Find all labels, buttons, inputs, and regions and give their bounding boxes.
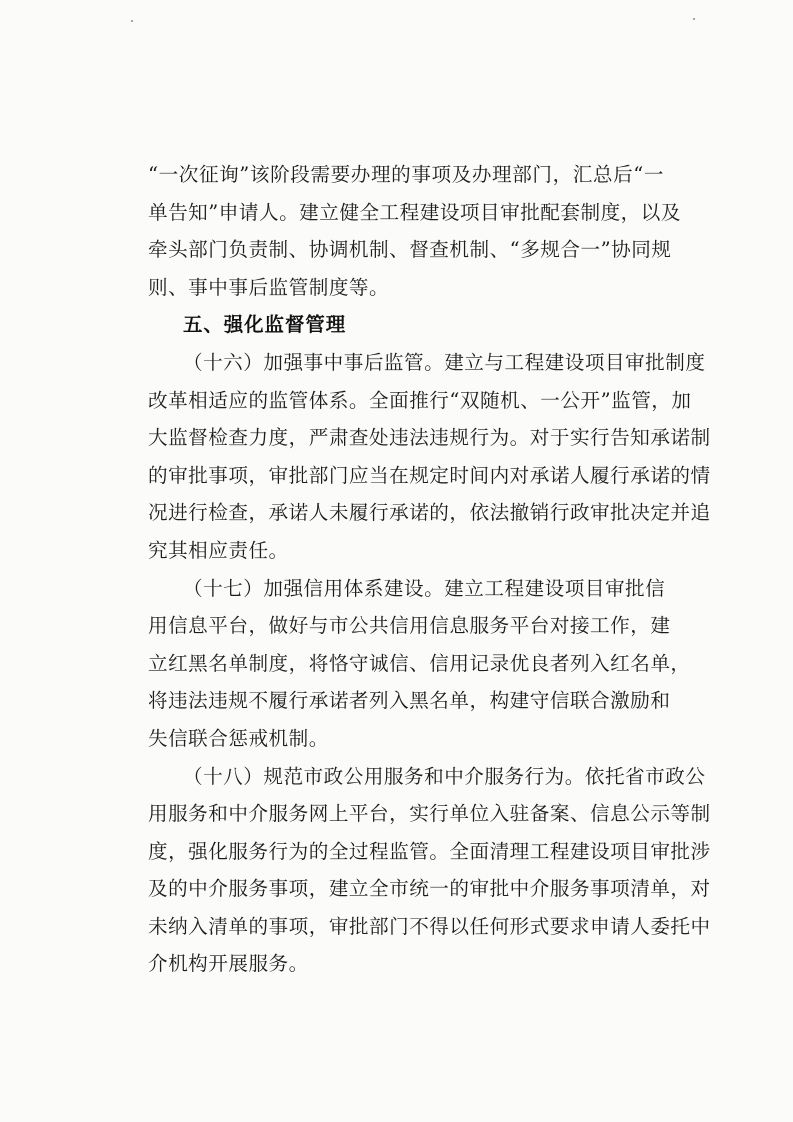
text-line: 牵头部门负责制、协调机制、督查机制、“多规合一”协同规	[148, 238, 672, 262]
text-line: 失信联合惩戒机制。	[148, 726, 329, 750]
text-line: 将违法违规不履行承诺者列入黑名单，构建守信联合激励和	[148, 689, 671, 713]
paragraph-16	[148, 344, 711, 570]
text-line: 介机构开展服务。	[148, 952, 309, 976]
scan-speck	[693, 18, 695, 20]
section-heading: 五、强化监督管理	[183, 313, 347, 337]
text-line: 况进行检查，承诺人未履行承诺的，依法撤销行政审批决定并追	[148, 501, 711, 525]
document-body	[148, 156, 711, 983]
text-line: “一次征询”该阶段需要办理的事项及办理部门，汇总后“一	[148, 163, 664, 186]
text-line: （十六）加强事中事后监管。建立与工程建设项目审批制度	[183, 350, 706, 374]
text-line: 用服务和中介服务网上平台，实行单位入驻备案、信息公示等制	[148, 802, 711, 826]
paragraph-17	[148, 570, 691, 758]
text-line: 的审批事项，审批部门应当在规定时间内对承诺人履行承诺的情	[148, 463, 711, 487]
text-line: 用信息平台，做好与市公共信用信息服务平台对接工作，建	[148, 614, 671, 638]
paragraph-18	[148, 758, 711, 984]
text-line: （十七）加强信用体系建设。建立工程建设项目审批信	[183, 576, 666, 600]
text-line: 大监督检查力度，严肃查处违法违规行为。对于实行告知承诺制	[148, 426, 711, 450]
text-line: 及的中介服务事项，建立全市统一的审批中介服务事项清单，对	[148, 877, 711, 901]
text-line: 则、事中事后监管制度等。	[148, 275, 390, 299]
text-line: 度，强化服务行为的全过程监管。全面清理工程建设项目审批涉	[148, 839, 711, 863]
scan-speck	[131, 20, 133, 22]
paragraph-1	[148, 156, 681, 306]
text-line: 单告知”申请人。建立健全工程建设项目审批配套制度，以及	[148, 200, 681, 224]
text-line: 立红黑名单制度，将恪守诚信、信用记录优良者列入红名单，	[148, 651, 691, 675]
text-line: （十八）规范市政公用服务和中介服务行为。依托省市政公	[183, 764, 706, 788]
text-line: 未纳入清单的事项，审批部门不得以任何形式要求申请人委托中	[148, 914, 711, 938]
text-line: 改革相适应的监管体系。全面推行“双随机、一公开”监管，加	[148, 388, 692, 412]
text-line: 究其相应责任。	[148, 538, 289, 562]
